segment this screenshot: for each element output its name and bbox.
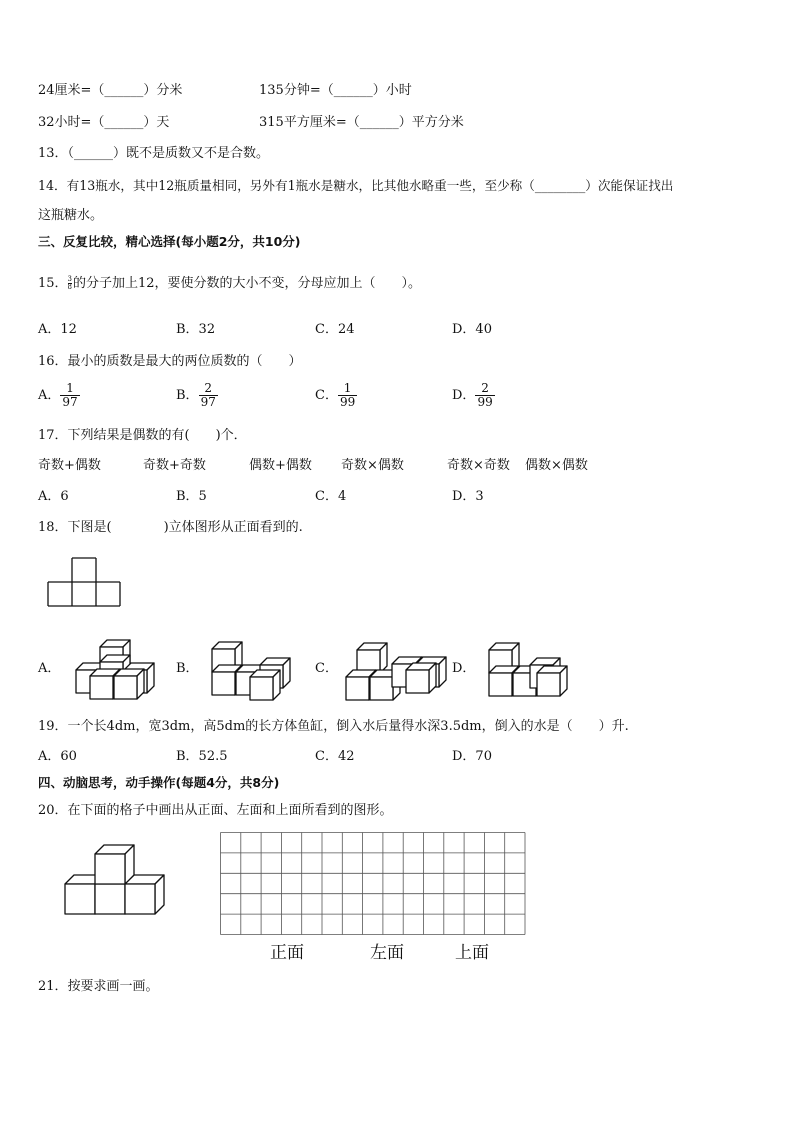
section-3-heading: 三、反复比较，精心选择(每小题2分，共10分) — [38, 234, 301, 249]
option-label: C． — [315, 388, 338, 403]
fraction-numerator: 2 — [475, 382, 494, 396]
option-b: B．52.5 — [176, 749, 228, 764]
expression: 奇数×奇数 — [447, 458, 510, 473]
question-15 — [38, 275, 421, 293]
grid-label-left: 左面 — [370, 943, 404, 963]
expression: 奇数+奇数 — [143, 458, 206, 473]
option-c: C．24 — [315, 322, 355, 337]
option-a-label: A． — [38, 661, 61, 676]
cube-c-top — [357, 643, 387, 673]
conversion-cm-dm: 24厘米=（______）分米 — [38, 83, 183, 98]
fraction-denominator: 99 — [339, 395, 356, 409]
question-13: 13．（______）既不是质数又不是合数。 — [38, 146, 270, 161]
option-a: A．12 — [38, 322, 77, 337]
fraction-numerator: 1 — [60, 382, 79, 396]
option-b-label: B． — [176, 661, 199, 676]
option-label: A． — [38, 388, 61, 403]
question-14-line1: 14．有13瓶水，其中12瓶质量相同，另外有1瓶水是糖水，比其他水略重一些，至少称（________）次能保证找出 — [38, 178, 674, 193]
option-c-label: C． — [315, 661, 338, 676]
fraction-denominator: 8 — [67, 283, 73, 291]
cube-a — [114, 669, 144, 699]
option-d: D．40 — [452, 322, 492, 337]
conversion-sqcm-sqdm: 315平方厘米=（______）平方分米 — [259, 115, 464, 130]
option-c: C．4 — [315, 489, 347, 504]
option-c — [315, 382, 357, 409]
question-15-prefix: 15． — [38, 276, 68, 291]
fraction-denominator: 97 — [62, 395, 78, 409]
q20-solid-figure — [0, 0, 1, 1]
question-16: 16．最小的质数是最大的两位质数的（ ） — [38, 354, 302, 369]
conversion-hour-day: 32小时=（______）天 — [38, 115, 170, 130]
fraction-numerator: 2 — [199, 382, 218, 396]
grid-label-front: 正面 — [270, 943, 304, 963]
option-a — [38, 382, 80, 409]
fraction-numerator: 3 — [67, 275, 73, 283]
question-14-line2: 这瓶糖水。 — [38, 208, 104, 223]
conversion-min-hour: 135分钟=（______）小时 — [259, 83, 412, 98]
cube-b — [250, 670, 280, 700]
option-label: D． — [452, 388, 476, 403]
question-19: 19．一个长4dm，宽3dm，高5dm的长方体鱼缸，倒入水后量得水深3.5dm，倒入的水是（ ）升. — [38, 719, 629, 734]
option-b: B．32 — [176, 322, 216, 337]
option-d: D．3 — [452, 489, 484, 504]
option-fraction — [338, 382, 357, 409]
fraction-denominator: 97 — [200, 395, 216, 409]
expression: 偶数×偶数 — [525, 458, 588, 473]
option-fraction — [199, 382, 218, 409]
option-label: B． — [176, 388, 199, 403]
option-a: A．6 — [38, 489, 69, 504]
cube-d — [537, 666, 567, 696]
option-b — [176, 382, 218, 409]
question-20: 20．在下面的格子中画出从正面、左面和上面所看到的图形。 — [38, 803, 393, 818]
question-21: 21．按要求画一画。 — [38, 979, 159, 994]
question-17: 17．下列结果是偶数的有( )个． — [38, 428, 247, 443]
option-d-label: D． — [452, 661, 476, 676]
question-15-text: 的分子加上12，要使分数的大小不变，分母应加上（ ）。 — [73, 276, 422, 291]
q20-cube — [125, 875, 164, 914]
option-d: D．70 — [452, 749, 492, 764]
grid-label-top: 上面 — [455, 943, 489, 963]
expression: 偶数+偶数 — [249, 458, 312, 473]
expression: 奇数×偶数 — [341, 458, 404, 473]
section-4-heading: 四、动脑思考，动手操作(每题4分，共8分) — [38, 775, 280, 790]
fraction-numerator: 1 — [338, 382, 357, 396]
question-15-fraction — [68, 276, 72, 291]
fraction-denominator: 99 — [477, 395, 493, 409]
option-fraction — [475, 382, 494, 409]
expression: 奇数+偶数 — [38, 458, 101, 473]
option-d — [452, 382, 495, 409]
option-fraction — [60, 382, 79, 409]
question-18: 18．下图是( )立体图形从正面看到的. — [38, 520, 303, 535]
cube-c — [406, 663, 436, 693]
drawing-grid[interactable] — [220, 832, 526, 935]
option-b: B．5 — [176, 489, 207, 504]
option-a: A．60 — [38, 749, 77, 764]
q20-cube-top — [95, 845, 134, 884]
option-c: C．42 — [315, 749, 355, 764]
